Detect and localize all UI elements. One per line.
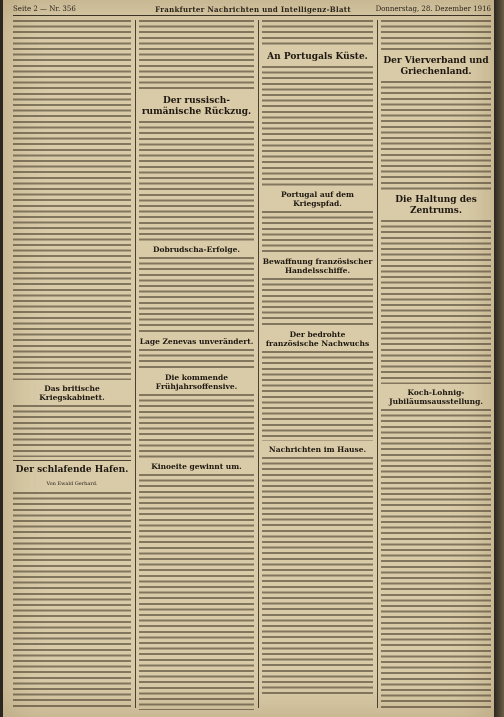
column-rule: [377, 20, 378, 708]
column-1: [13, 20, 131, 710]
column-rule: [258, 20, 259, 708]
headline-verlust: Nachrichten im Hause.: [268, 445, 367, 454]
page-number: Seite 2 — Nr. 356: [13, 5, 76, 13]
article-text: [139, 20, 254, 92]
article-text: [139, 257, 254, 333]
headline-portugal-kuste: An Portugals Küste.: [267, 52, 368, 62]
article-text: [262, 351, 373, 441]
article-text: [262, 457, 373, 697]
byline: Von Ewald Gerhard.: [46, 481, 98, 487]
article-text: [381, 20, 491, 52]
headline-zone: Lage Zenevas unverändert.: [139, 337, 254, 346]
headline-bewaffnung: Bewaffnung französischer Handelsschiffe.: [262, 257, 373, 275]
article-text: [381, 81, 491, 191]
article-text: [139, 394, 254, 458]
headline-schlafende-hafen: Der schlafende Hafen.: [15, 465, 129, 475]
article-text: [13, 20, 131, 380]
column-4: [381, 20, 491, 710]
article-text: [13, 405, 131, 457]
newspaper-page: [3, 0, 494, 717]
headline-kaseen: Kinoeite gewinnt um.: [151, 462, 242, 471]
headline-haltung: Die Haltung des Zentrums.: [395, 195, 477, 216]
divider: [13, 460, 131, 461]
headline-dobrudscha: Dobrudscha-Erfolge.: [153, 245, 240, 254]
article-text: [139, 349, 254, 369]
article-text: [262, 66, 373, 186]
article-text: [381, 409, 491, 710]
column-rule: [135, 20, 136, 708]
column-3: [262, 20, 373, 710]
column-2: [139, 20, 254, 710]
headline-portugal-krieg: Portugal auf dem Kriegspfad.: [281, 190, 354, 208]
masthead: [13, 3, 491, 16]
article-text: [262, 20, 373, 48]
article-text: [139, 474, 254, 710]
issue-date: Donnerstag, 28. Dezember 1916: [375, 5, 491, 13]
headline-russian: Der russisch-rumänische Rückzug.: [141, 96, 252, 117]
article-text: [381, 220, 491, 384]
headline-nachwuchs: Der bedrohte französische Nachwuchs: [265, 330, 370, 348]
page-edge-shadow: [494, 0, 504, 717]
article-text: [13, 492, 131, 710]
headline-britisch: Das britische Kriegskabinett.: [39, 384, 105, 402]
headline-koch: Koch-Lohnig-Jubiläumsausstellung.: [389, 388, 483, 406]
article-text: [262, 211, 373, 253]
newspaper-title: Frankfurter Nachrichten und Intelligenz-Blatt: [155, 5, 351, 14]
article-text: [139, 121, 254, 241]
headline-kommende: Die kommende Frühjahrsoffensive.: [155, 373, 238, 391]
article-text: [262, 278, 373, 326]
headline-vierverband: Der Vierverband und Griechenland.: [383, 56, 489, 77]
